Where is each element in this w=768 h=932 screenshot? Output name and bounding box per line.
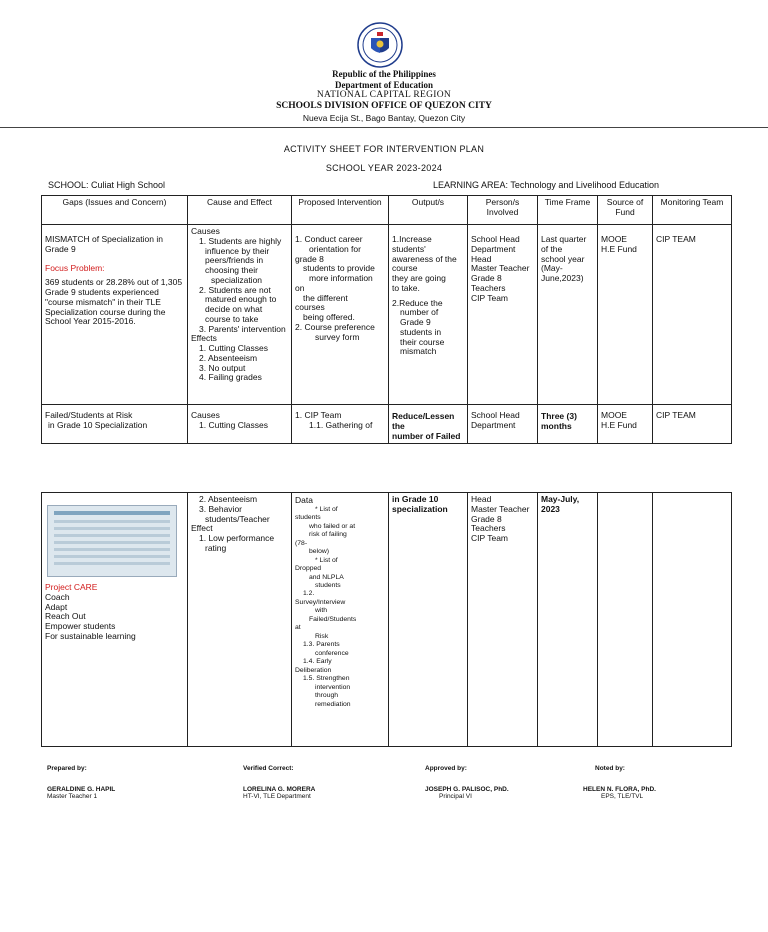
time-line: of the bbox=[541, 243, 563, 254]
time-line: 2023 bbox=[541, 503, 560, 514]
cause-line: students/Teacher bbox=[205, 513, 270, 524]
time-line: (May- bbox=[541, 263, 563, 274]
signature-label: Prepared by: bbox=[47, 765, 87, 772]
signatory-position: Master Teacher 1 bbox=[47, 793, 98, 800]
person-line: Grade 8 bbox=[471, 273, 502, 284]
intervention-line: through bbox=[315, 692, 339, 700]
school-year: SCHOOL YEAR 2023-2024 bbox=[325, 163, 443, 173]
person-line: CIP Team bbox=[471, 533, 509, 544]
focus-problem-label: Focus Problem: bbox=[45, 262, 105, 273]
person-line: Teachers bbox=[471, 282, 506, 293]
cause-line: 2. Absenteeism bbox=[199, 494, 258, 504]
page-title: ACTIVITY SHEET FOR INTERVENTION PLAN bbox=[283, 144, 485, 154]
signatory-name: HELEN N. FLORA, PhD. bbox=[583, 786, 656, 793]
person-line: Head bbox=[471, 253, 492, 264]
intervention-line: 1.2. bbox=[303, 590, 315, 598]
persons-cell bbox=[468, 405, 538, 444]
time-line: May-July, bbox=[541, 494, 580, 504]
signatory-name: JOSEPH G. PALISOC, PhD. bbox=[425, 786, 509, 793]
intervention-line: courses bbox=[295, 302, 325, 313]
col-header-timeframe: Time Frame bbox=[538, 196, 598, 225]
fund-cell bbox=[598, 405, 653, 444]
signature-label: Verified Correct: bbox=[243, 765, 294, 772]
person-line: Department bbox=[471, 419, 516, 430]
intervention-table-continued bbox=[41, 492, 732, 747]
output-line: number of Failed bbox=[392, 430, 461, 441]
output-line: 1.Increase bbox=[392, 234, 432, 244]
persons-cell bbox=[468, 225, 538, 405]
effect-heading: Effects bbox=[191, 333, 217, 344]
fund-line: MOOE bbox=[601, 410, 627, 420]
monitoring-cell bbox=[653, 493, 732, 747]
output-line: they are going bbox=[392, 273, 446, 284]
intervention-line: Survey/Interview bbox=[295, 598, 346, 606]
intervention-line: 2. Course preference bbox=[295, 321, 375, 332]
intervention-line: being offered. bbox=[303, 312, 355, 323]
cause-line: course to take bbox=[205, 313, 259, 324]
col-header-gaps: Gaps (Issues and Concern) bbox=[42, 196, 188, 225]
intervention-table bbox=[41, 195, 732, 444]
header-department: Department of Education bbox=[335, 80, 433, 90]
deped-seal-icon bbox=[357, 22, 403, 68]
person-line: Head bbox=[471, 494, 492, 504]
output-line: number of bbox=[400, 307, 439, 318]
intervention-line: (78- bbox=[295, 539, 308, 547]
table-row bbox=[42, 493, 732, 747]
timeframe-cell bbox=[538, 225, 598, 405]
intervention-line: the different bbox=[303, 292, 348, 303]
header-address: Nueva Ecija St., Bago Bantay, Quezon City bbox=[302, 113, 466, 123]
output-line: 2.Reduce the bbox=[392, 297, 443, 308]
intervention-line: at bbox=[295, 624, 301, 632]
header-divider bbox=[0, 127, 768, 128]
signatory-position: EPS, TLE/TVL bbox=[601, 793, 644, 800]
intervention-line: 1. CIP Team bbox=[295, 410, 342, 420]
col-header-intervention: Proposed Intervention bbox=[292, 196, 389, 225]
cause-line: specialization bbox=[211, 274, 263, 285]
intervention-line: 1.4. Early bbox=[303, 658, 332, 666]
output-line: students' bbox=[392, 243, 426, 254]
signature-block bbox=[425, 765, 509, 800]
project-line: Adapt bbox=[45, 601, 68, 612]
cause-effect-cell bbox=[188, 493, 292, 747]
header-division: SCHOOLS DIVISION OFFICE OF QUEZON CITY bbox=[276, 101, 492, 111]
signatory-position: Principal VI bbox=[439, 793, 472, 800]
intervention-line: with bbox=[315, 607, 328, 615]
cause-line: choosing their bbox=[205, 265, 258, 276]
cause-line: peers/friends in bbox=[205, 255, 264, 266]
intervention-line: 1.3. Parents bbox=[303, 641, 340, 649]
fund-line: H.E Fund bbox=[601, 419, 637, 430]
intervention-line: * List of bbox=[315, 505, 338, 513]
gap-cell bbox=[42, 405, 188, 444]
project-line: Coach bbox=[45, 591, 70, 602]
effect-line: 4. Failing grades bbox=[199, 372, 262, 383]
output-line: Grade 9 bbox=[400, 317, 431, 328]
person-line: School Head bbox=[471, 234, 520, 244]
time-line: school year bbox=[541, 253, 585, 264]
person-line: School Head bbox=[471, 410, 520, 420]
signature-label: Noted by: bbox=[595, 765, 625, 772]
signature-label: Approved by: bbox=[425, 765, 467, 772]
signatory-position: HT-VI, TLE Department bbox=[243, 793, 311, 800]
intervention-line: more information bbox=[309, 273, 373, 284]
col-header-output: Output/s bbox=[389, 196, 468, 225]
signature-block bbox=[243, 765, 315, 800]
intervention-line: remediation bbox=[315, 700, 351, 708]
school-name: SCHOOL: Culiat High School bbox=[48, 180, 166, 190]
signatory-name: GERALDINE G. HAPIL bbox=[47, 786, 116, 793]
intervention-line: Data bbox=[295, 495, 313, 505]
project-line: For sustainable learning bbox=[45, 630, 136, 641]
gap-cell bbox=[42, 493, 188, 747]
effect-line: 3. No output bbox=[199, 362, 246, 373]
intervention-line: Deliberation bbox=[295, 666, 332, 674]
effect-line: rating bbox=[205, 542, 227, 553]
output-cell bbox=[389, 405, 468, 444]
time-line: months bbox=[541, 420, 572, 431]
cause-effect-cell bbox=[188, 405, 292, 444]
monitoring-cell: CIP TEAM bbox=[653, 225, 732, 405]
intervention-line: orientation for bbox=[309, 243, 361, 254]
person-line: Teachers bbox=[471, 523, 506, 534]
intervention-line: students to provide bbox=[303, 263, 375, 274]
fund-line: H.E Fund bbox=[601, 243, 637, 254]
project-care-label: Project CARE bbox=[45, 582, 98, 592]
effect-line: 1. Low performance bbox=[199, 533, 275, 544]
gap-line: Failed/Students at Risk bbox=[45, 410, 133, 420]
output-line: Reduce/Lessen the bbox=[392, 411, 455, 431]
cause-line: 2. Students are not bbox=[199, 284, 271, 295]
table-header-row bbox=[42, 196, 732, 225]
intervention-line: risk of failing bbox=[309, 531, 347, 539]
col-header-cause: Cause and Effect bbox=[188, 196, 292, 225]
cause-line: matured enough to bbox=[205, 294, 277, 305]
monitoring-cell: CIP TEAM bbox=[653, 405, 732, 444]
learning-area: LEARNING AREA: Technology and Livelihood Education bbox=[433, 180, 659, 190]
intervention-line: grade 8 bbox=[295, 253, 324, 264]
effect-heading: Effect bbox=[191, 523, 213, 534]
col-header-persons: Person/s Involved bbox=[468, 196, 538, 225]
gap-cell bbox=[42, 225, 188, 405]
intervention-line: students bbox=[315, 581, 341, 589]
cause-line: decide on what bbox=[205, 304, 263, 315]
intervention-line: 1.1. Gathering of bbox=[309, 419, 373, 430]
fund-cell bbox=[598, 493, 653, 747]
col-header-monitoring: Monitoring Team bbox=[653, 196, 732, 225]
intervention-line: conference bbox=[315, 649, 349, 657]
intervention-line: survey form bbox=[315, 331, 360, 342]
fund-cell bbox=[598, 225, 653, 405]
intervention-line: below) bbox=[309, 548, 330, 556]
cause-line: 1. Cutting Classes bbox=[199, 419, 268, 430]
person-line: Master Teacher bbox=[471, 503, 530, 514]
intervention-line: Failed/Students bbox=[309, 615, 357, 623]
intervention-line: on bbox=[295, 282, 305, 293]
cause-line: influence by their bbox=[205, 245, 270, 256]
intervention-cell bbox=[292, 225, 389, 405]
intervention-line: 1.5. Strengthen bbox=[303, 675, 350, 683]
cause-line: 3. Behavior bbox=[199, 503, 242, 514]
header-region: NATIONAL CAPITAL REGION bbox=[316, 90, 452, 100]
output-line: specialization bbox=[392, 503, 448, 514]
person-line: Master Teacher bbox=[471, 263, 530, 274]
fund-line: MOOE bbox=[601, 234, 627, 244]
project-line: Reach Out bbox=[45, 611, 86, 622]
cause-line: Causes bbox=[191, 226, 220, 236]
intervention-cell bbox=[292, 405, 389, 444]
project-line: Empower students bbox=[45, 621, 116, 632]
signatory-name: LORELINA G. MORERA bbox=[243, 786, 316, 793]
time-line: Three (3) bbox=[541, 411, 577, 421]
intervention-line: who failed or at bbox=[309, 522, 356, 530]
data-table-thumbnail bbox=[47, 505, 177, 577]
header-republic: Republic of the Philippines bbox=[332, 69, 436, 79]
output-line: students in bbox=[400, 326, 442, 337]
intervention-line: students bbox=[295, 514, 321, 522]
time-line: June,2023) bbox=[541, 273, 584, 284]
effect-line: 1. Cutting Classes bbox=[199, 343, 268, 354]
timeframe-cell bbox=[538, 493, 598, 747]
output-line: in Grade 10 bbox=[392, 494, 439, 504]
output-line: mismatch bbox=[400, 346, 437, 357]
table-row bbox=[42, 225, 732, 405]
intervention-line: 1. Conduct career bbox=[295, 234, 363, 244]
person-line: Grade 8 bbox=[471, 513, 502, 524]
intervention-line: Dropped bbox=[295, 565, 322, 573]
timeframe-cell bbox=[538, 405, 598, 444]
person-line: Department bbox=[471, 243, 516, 254]
signature-block bbox=[47, 765, 115, 800]
cause-effect-cell bbox=[188, 225, 292, 405]
gap-detail: 369 students or 28.28% out of 1,305 Grade 9 students experienced "course mismatch" in their TLE Specialization course during the School Year 2015-2016. bbox=[45, 277, 183, 327]
intervention-line: intervention bbox=[315, 683, 351, 691]
output-line: awareness of the course bbox=[392, 253, 457, 274]
cause-line: Causes bbox=[191, 410, 220, 420]
signature-block bbox=[583, 765, 656, 800]
col-header-fund: Source of Fund bbox=[598, 196, 653, 225]
output-line: to take. bbox=[392, 282, 420, 293]
intervention-line: * List of bbox=[315, 556, 338, 564]
intervention-line: Risk bbox=[315, 632, 329, 640]
gap-line: in Grade 10 Specialization bbox=[48, 419, 148, 430]
effect-line: 2. Absenteeism bbox=[199, 352, 258, 363]
intervention-line: and NLPLA bbox=[309, 573, 344, 581]
intervention-cell bbox=[292, 493, 389, 747]
output-cell bbox=[389, 493, 468, 747]
cause-line: 3. Parents' intervention bbox=[199, 323, 286, 334]
output-line: their course bbox=[400, 336, 445, 347]
table-row bbox=[42, 405, 732, 444]
cause-line: 1. Students are highly bbox=[199, 235, 282, 246]
gap-title: MISMATCH of Specialization in Grade 9 bbox=[45, 234, 163, 254]
output-cell bbox=[389, 225, 468, 405]
person-line: CIP Team bbox=[471, 292, 509, 303]
persons-cell bbox=[468, 493, 538, 747]
time-line: Last quarter bbox=[541, 234, 587, 244]
